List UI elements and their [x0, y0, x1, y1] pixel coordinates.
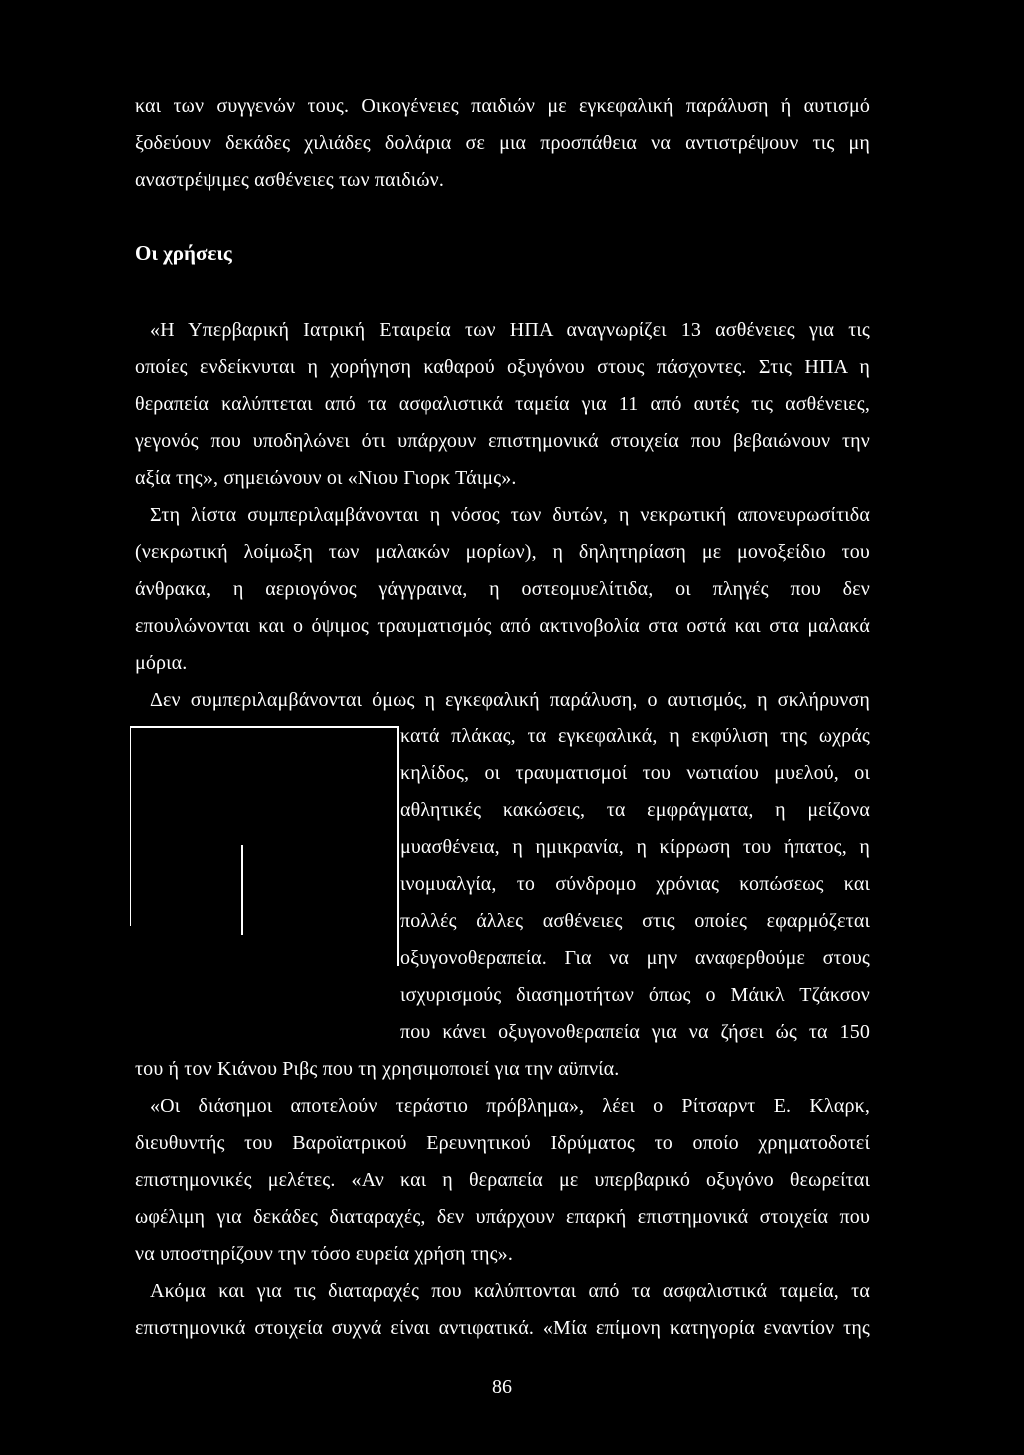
text-line: Ακόμα και για τις διαταραχές που καλύπτονται από τα ασφαλιστικά ταμεία, τα: [150, 1280, 870, 1302]
text-line: κατά πλάκας, τα εγκεφαλικά, η εκφύλιση της ωχράς: [400, 725, 870, 747]
text-line: «Οι διάσημοι αποτελούν τεράστιο πρόβλημα», λέει ο Ρίτσαρντ Ε. Κλαρκ,: [150, 1095, 870, 1117]
text-line: πολλές άλλες ασθένειες στις οποίες εφαρμόζεται: [400, 910, 870, 932]
text-line: Στη λίστα συμπεριλαμβάνονται η νόσος των δυτών, η νεκρωτική απονευρωσίτιδα: [150, 504, 870, 526]
text-line: κηλίδος, οι τραυματισμοί του νωτιαίου μυελού, οι: [400, 762, 870, 784]
page-number: 86: [492, 1376, 512, 1398]
image-frame: [130, 726, 398, 728]
image-frame-edge: [241, 845, 243, 935]
text-line: επιστημονικά στοιχεία συχνά είναι αντιφατικά. «Μία επίμονη κατηγορία εναντίον της: [135, 1317, 870, 1339]
text-line: ινομυαλγία, το σύνδρομο χρόνιας κοπώσεως και: [400, 873, 870, 895]
text-line: «Η Υπερβαρική Ιατρική Εταιρεία των ΗΠΑ αναγνωρίζει 13 ασθένειες για τις: [150, 319, 870, 341]
image-frame-edge: [130, 726, 131, 926]
image-frame-edge: [397, 726, 399, 966]
text-line: (νεκρωτική λοίμωξη των μαλακών μορίων), η δηλητηρίαση με μονοξείδιο του: [135, 541, 870, 563]
text-line: να υποστηρίζουν την τόσο ευρεία χρήση της».: [135, 1243, 513, 1265]
text-line: οξυγονοθεραπεία. Για να μην αναφερθούμε στους: [400, 947, 870, 969]
text-line: ισχυρισμούς διασημοτήτων όπως ο Μάικλ Τζάκσον: [400, 984, 870, 1006]
text-line: γεγονός που υποδηλώνει ότι υπάρχουν επιστημονικά στοιχεία που βεβαιώνουν την: [135, 430, 870, 452]
text-line: ωφέλιμη για δεκάδες διαταραχές, δεν υπάρχουν επαρκή επιστημονικά στοιχεία που: [135, 1206, 870, 1228]
text-line: μόρια.: [135, 652, 188, 674]
text-line: που κάνει οξυγονοθεραπεία για να ζήσει ώς τα 150: [400, 1021, 870, 1043]
text-line: του ή τον Κιάνου Ριβς που τη χρησιμοποιεί για την αϋπνία.: [135, 1058, 620, 1080]
text-line: ξοδεύουν δεκάδες χιλιάδες δολάρια σε μια προσπάθεια να αντιστρέψουν τις μη: [135, 132, 870, 154]
text-line: θεραπεία καλύπτεται από τα ασφαλιστικά ταμεία για 11 από αυτές τις ασθένειες,: [135, 393, 870, 415]
text-line: επιστημονικές μελέτες. «Αν και η θεραπεία με υπερβαρικό οξυγόνο θεωρείται: [135, 1169, 870, 1191]
section-heading: Οι χρήσεις: [135, 241, 232, 265]
text-line: αξία της», σημειώνουν οι «Νιου Γιορκ Τάιμς».: [135, 467, 517, 489]
text-line: και των συγγενών τους. Οικογένειες παιδιών με εγκεφαλική παράλυση ή αυτισμό: [135, 95, 870, 117]
text-line: Δεν συμπεριλαμβάνονται όμως η εγκεφαλική παράλυση, ο αυτισμός, η σκλήρυνση: [150, 689, 870, 711]
text-line: αθλητικές κακώσεις, τα εμφράγματα, η μείζονα: [400, 799, 870, 821]
text-line: μυασθένεια, η ημικρανία, η κίρρωση του ήπατος, η: [400, 836, 870, 858]
text-line: αναστρέψιμες ασθένειες των παιδιών.: [135, 169, 444, 191]
text-line: επουλώνονται και ο όψιμος τραυματισμός από ακτινοβολία στα οστά και στα μαλακά: [135, 615, 870, 637]
text-line: οποίες ενδείκνυται η χορήγηση καθαρού οξυγόνου στους πάσχοντες. Στις ΗΠΑ η: [135, 356, 870, 378]
text-line: διευθυντής του Βαροϊατρικού Ερευνητικού Ιδρύματος το οποίο χρηματοδοτεί: [135, 1132, 870, 1154]
text-line: άνθρακα, η αεριογόνος γάγγραινα, η οστεομυελίτιδα, οι πληγές που δεν: [135, 578, 870, 600]
